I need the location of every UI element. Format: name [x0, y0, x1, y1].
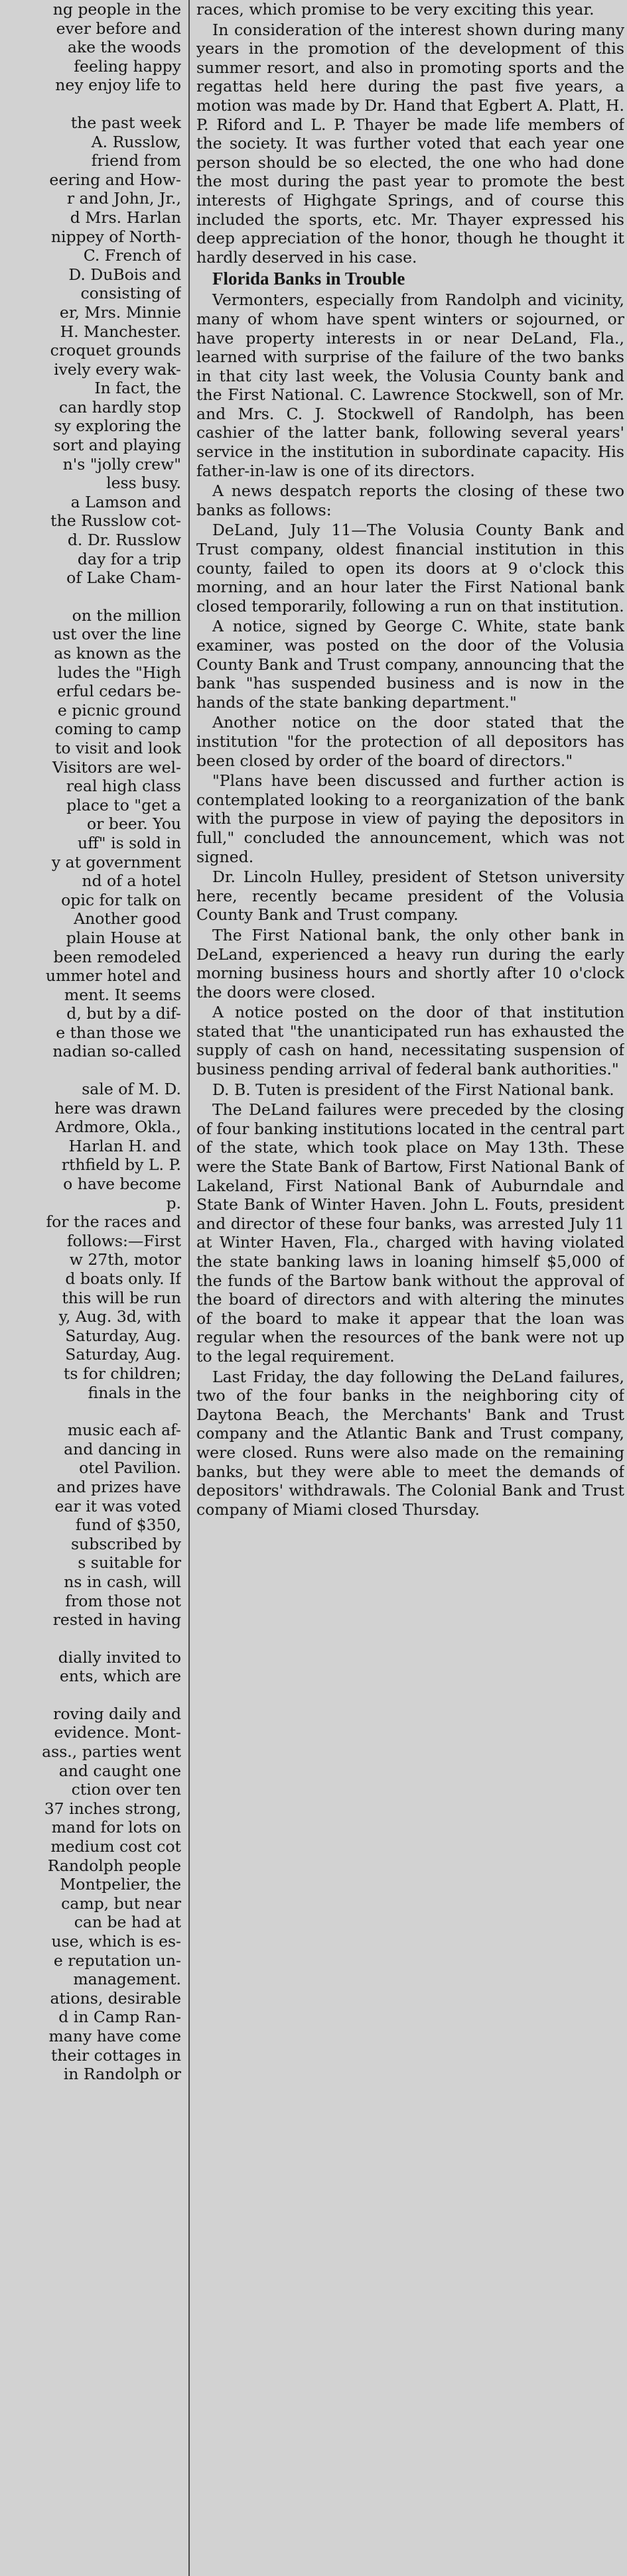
left-column-line: here was drawn: [54, 1098, 181, 1118]
left-column-line: ns in cash, will: [64, 1572, 181, 1591]
left-column-line: d, but by a dif-: [66, 1004, 181, 1023]
left-column-line: e reputation un-: [53, 1951, 181, 1970]
left-column-line: d in Camp Ran-: [58, 2008, 181, 2027]
left-column-clipped: [0, 0, 181, 2576]
left-column-line: fund of $350,: [75, 1515, 181, 1535]
left-column-line: coming to camp: [54, 720, 181, 739]
left-column-line: ment. It seems: [64, 985, 181, 1004]
left-column-line: rested in having: [52, 1610, 181, 1630]
left-column-line: nippey of North-: [50, 227, 181, 246]
left-column-line: D. DuBois and: [68, 265, 181, 284]
left-column-line: can be had at: [74, 1913, 181, 1932]
left-column-line: ass., parties went: [42, 1742, 181, 1762]
left-column-line: Montpelier, the: [60, 1875, 181, 1894]
left-column-line: Visitors are wel-: [52, 757, 181, 777]
left-column-line: [0, 1061, 181, 1080]
left-column-line: eering and How-: [49, 170, 181, 189]
left-column-line: In fact, the: [94, 379, 181, 398]
left-column-line: mand for lots on: [51, 1818, 181, 1837]
article-paragraph: Last Friday, the day following the DeLand failures, two of the four banks in the neighboring city of Daytona Beach, the Merchants' Bank and Trust company and the Atlantic Bank and Trust company, were closed. Runs were also made on the remaining banks, but they were able to meet the demands of depositors' withdrawals. The Colonial Bank and Trust company of Miami closed Thursday.: [196, 1367, 624, 1519]
left-column-line: sy exploring the: [54, 417, 181, 436]
article-paragraph: A notice, signed by George C. White, state bank examiner, was posted on the door of the Volusia County Bank and Trust company, announcing that the bank "has suspended business and is now in the hands of the state banking department.": [196, 617, 624, 712]
left-column-line: for the races and: [46, 1212, 181, 1232]
left-column-line: ummer hotel and: [45, 966, 181, 986]
continued-paragraph: races, which promise to be very exciting this year.: [196, 0, 594, 19]
article-paragraph: A notice posted on the door of that institution stated that "the unanticipated run has exhausted the supply of cash on hand, necessitating suspension of business pending arrival of federal bank authorities.": [196, 1003, 624, 1079]
left-column-line: r and John, Jr.,: [66, 189, 181, 208]
left-column-line: medium cost cot: [50, 1837, 181, 1856]
left-column-text: [0, 0, 181, 2084]
left-column-line: d Mrs. Harlan: [70, 208, 181, 227]
left-column-line: ust over the line: [52, 625, 181, 644]
left-column-line: ake the woods: [67, 38, 181, 57]
left-column-line: e than those we: [56, 1023, 181, 1042]
left-column-line: rthfield by L. P.: [61, 1155, 181, 1175]
left-column-line: [0, 588, 181, 606]
left-column-line: consisting of: [80, 284, 181, 303]
left-column-line: the Russlow cot-: [50, 511, 181, 531]
article-paragraph: The First National bank, the only other bank in DeLand, experienced a heavy run during the early morning business hours and shortly after 10 o'clock the doors were closed.: [196, 925, 624, 1001]
column-rule: [188, 0, 190, 2576]
left-column-line: H. Manchester.: [60, 322, 181, 341]
left-column-line: ations, desirable: [50, 1988, 181, 2008]
article-paragraph: Another notice on the door stated that the institution "for the protection of all depositors has been closed by order of the board of directors.": [196, 713, 624, 770]
left-column-line: ever before and: [56, 19, 181, 38]
left-column-line: ents, which are: [59, 1667, 181, 1686]
left-column-line: the past week: [70, 113, 181, 132]
left-column-line: of Lake Cham-: [66, 568, 181, 588]
article-paragraph: "Plans have been discussed and further action is contemplated looking to a reorganization of the bank with the purpose in view of paying the depositors in full," concluded the announcement, which was not signed.: [196, 771, 624, 866]
left-column-line: and prizes have: [56, 1477, 181, 1496]
left-column-line: follows:—First: [66, 1231, 181, 1250]
left-column-line: Ardmore, Okla.,: [55, 1118, 181, 1137]
left-column-line: and dancing in: [64, 1439, 181, 1458]
left-column-line: Harlan H. and: [68, 1136, 181, 1155]
article-paragraph: The DeLand failures were preceded by the closing of four banking institutions located in the central part of the state, which took place on May 13th. These were the State Bank of Bartow, First National Bank of Lakeland, First National Bank of Auburndale and State Bank of Winter Haven. John L. Fouts, president and director of these four banks, was arrested July 11 at Winter Haven, Fla., charged with having violated the state banking laws in loaning himself $5,000 of the funds of the Bartow bank without the approval of the board of directors and with altering the minutes of the board to make it appear that the loan was regular when the resources of the bank were not up to the legal requirement.: [196, 1100, 624, 1366]
left-column-line: management.: [73, 1970, 181, 1989]
left-column-line: or beer. You: [86, 814, 181, 834]
left-column-line: o have become: [63, 1175, 181, 1194]
left-column-line: camp, but near: [61, 1894, 181, 1913]
left-column-line: evidence. Mont-: [54, 1723, 181, 1742]
left-column-line: use, which is es-: [51, 1932, 181, 1951]
left-column-line: many have come: [48, 2026, 181, 2045]
left-column-line: place to "get a: [66, 795, 181, 814]
left-column-line: y, Aug. 3d, with: [58, 1307, 181, 1326]
left-column-line: ludes the "High: [57, 663, 181, 682]
left-column-line: ction over ten: [71, 1780, 181, 1799]
left-column-line: A. Russlow,: [91, 132, 181, 151]
left-column-line: as known as the: [54, 644, 181, 663]
left-column-line: sort and playing: [52, 436, 181, 455]
left-column-line: on the million: [72, 606, 181, 625]
left-column-line: Saturday, Aug.: [65, 1326, 181, 1345]
left-column-line: y at government: [51, 852, 181, 871]
left-column-line: their cottages in: [50, 2045, 181, 2065]
left-column-line: been remodeled: [53, 947, 181, 966]
left-column-line: Another good: [74, 909, 181, 929]
left-column-line: p.: [166, 1193, 181, 1212]
article-paragraph: A news despatch reports the closing of these two banks as follows:: [196, 482, 624, 519]
left-column-line: 37 inches strong,: [44, 1799, 181, 1818]
left-column-line: plain House at: [66, 928, 181, 947]
continued-paragraph: In consideration of the interest shown during many years in the promotion of the development of this summer resort, and also in promoting sports and the regattas held here during the past five years, a motion was made by Dr. Hand that Egbert A. Platt, H. P. Riford and L. P. Thayer be made life members of the society. It was further voted that each year one person should be so elected, the one who had done the most during the past year to promote the best interests of Highgate Springs, and of course this included the sports, etc. Mr. Thayer expressed his deep appreciation of the honor, though he thought it hardly deserved in his case.: [196, 20, 624, 267]
left-column-line: less busy.: [106, 474, 181, 493]
left-column-line: [0, 95, 181, 113]
left-column-line: real high class: [66, 777, 181, 796]
left-column-line: music each af-: [67, 1421, 181, 1440]
right-column-text: [196, 0, 624, 1519]
left-column-line: ney enjoy life to: [55, 76, 181, 95]
left-column-line: er, Mrs. Minnie: [59, 302, 181, 322]
left-column-line: s suitable for: [78, 1553, 181, 1573]
left-column-line: nadian so-called: [52, 1042, 181, 1061]
article-paragraph: Vermonters, especially from Randolph and vicinity, many of whom have spent winters or sojourned, or have property interests in or near DeLand, Fla., learned with surprise of the failure of the two banks in that city last week, the Volusia County bank and the First National. C. Lawrence Stockwell, son of Mr. and Mrs. C. J. Stockwell of Randolph, has been cashier of the latter bank, following several years' service in the institution in subordinate capacity. His father-in-law is one of its directors.: [196, 290, 624, 480]
left-column-line: to visit and look: [54, 738, 181, 757]
left-column-line: otel Pavilion.: [79, 1458, 181, 1478]
left-column-line: subscribed by: [71, 1534, 181, 1553]
left-column-line: [0, 1630, 181, 1648]
left-column-line: roving daily and: [53, 1704, 181, 1723]
left-column-line: n's "jolly crew": [62, 454, 181, 474]
article-paragraph: D. B. Tuten is president of the First National bank.: [212, 1080, 614, 1099]
left-column-line: nd of a hotel: [82, 871, 181, 891]
left-column-line: dially invited to: [58, 1647, 181, 1667]
left-column-line: erful cedars be-: [56, 682, 181, 701]
left-column-line: ts for children;: [63, 1364, 181, 1383]
left-column-line: ng people in the: [52, 0, 181, 19]
left-column-line: and caught one: [58, 1761, 181, 1780]
right-column: [196, 0, 624, 2576]
left-column-line: ively every wak-: [54, 359, 181, 379]
left-column-line: this will be run: [62, 1288, 181, 1307]
left-column-line: friend from: [91, 151, 181, 170]
left-column-line: [0, 1402, 181, 1421]
article-paragraph: DeLand, July 11—The Volusia County Bank and Trust company, oldest financial institution in this county, failed to open its doors at 9 o'clock this morning, and an hour later the First National bank closed temporarily, following a run on that institution.: [196, 521, 624, 615]
left-column-line: can hardly stop: [58, 397, 181, 417]
article-paragraph: Dr. Lincoln Hulley, president of Stetson university here, recently became president of the Volusia County Bank and Trust company.: [196, 868, 624, 925]
left-column-line: day for a trip: [77, 549, 181, 568]
left-column-line: opic for talk on: [61, 890, 181, 909]
left-column-line: sale of M. D.: [82, 1080, 181, 1099]
left-column-line: a Lamson and: [70, 492, 181, 511]
left-column-line: C. French of: [83, 246, 181, 265]
left-column-line: Saturday, Aug.: [65, 1345, 181, 1364]
left-column-line: from those not: [65, 1591, 181, 1610]
left-column-line: feeling happy: [74, 56, 181, 76]
left-column-line: w 27th, motor: [69, 1250, 181, 1269]
left-column-line: finals in the: [88, 1383, 181, 1402]
article-headline: Florida Banks in Trouble: [212, 269, 405, 289]
left-column-line: Randolph people: [47, 1856, 181, 1875]
left-column-line: e picnic ground: [57, 700, 181, 720]
left-column-line: ear it was voted: [54, 1496, 181, 1515]
left-column-line: in Randolph or: [63, 2065, 181, 2084]
left-column-line: uff" is sold in: [77, 833, 181, 852]
left-column-line: d. Dr. Russlow: [67, 531, 181, 550]
left-column-line: [0, 1686, 181, 1705]
left-column-line: croquet grounds: [50, 341, 181, 360]
left-column-line: d boats only. If: [65, 1269, 181, 1288]
